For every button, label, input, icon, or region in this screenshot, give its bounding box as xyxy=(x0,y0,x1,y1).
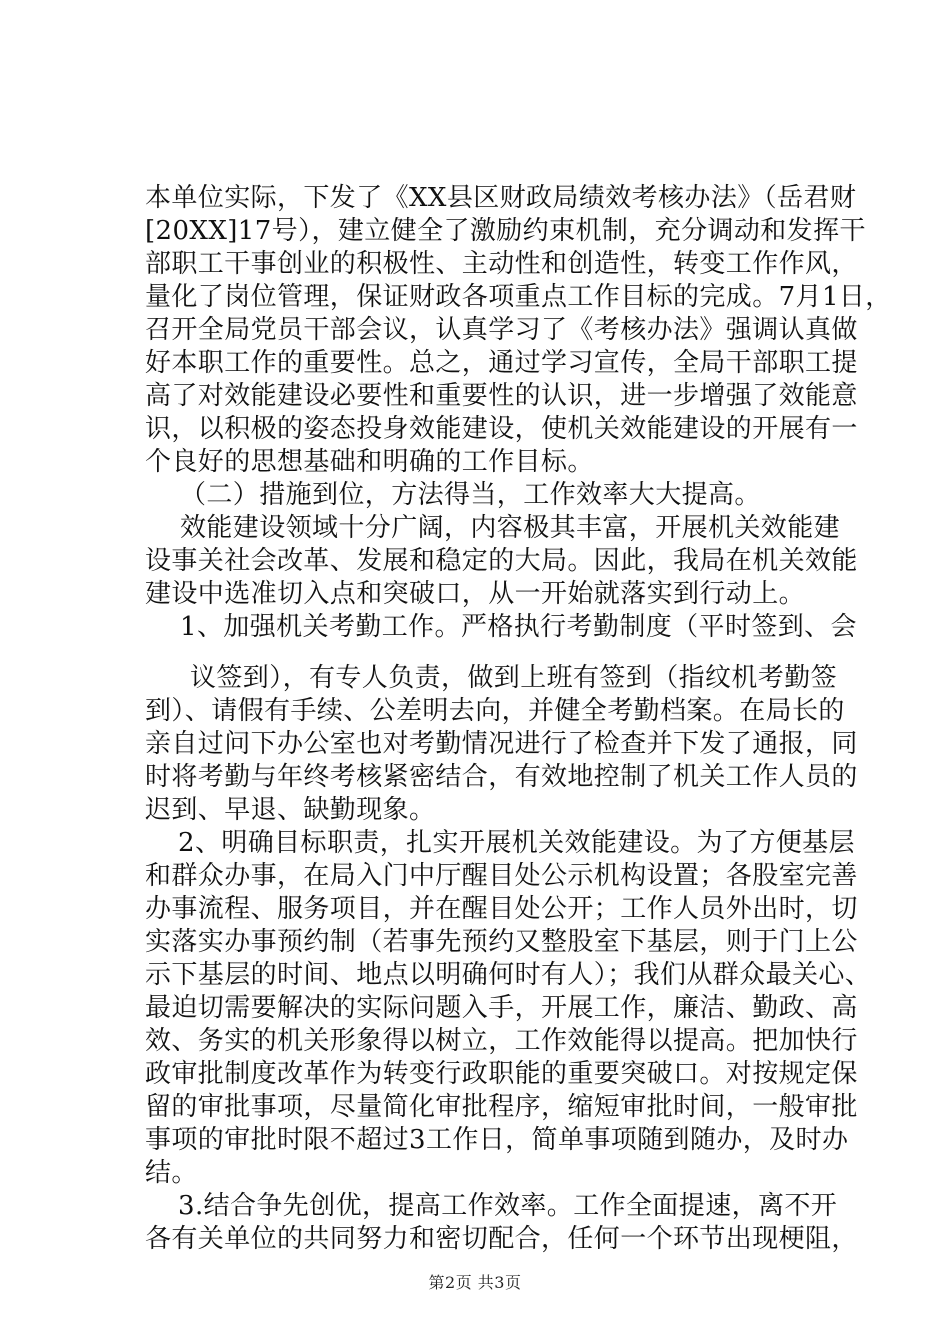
text-line: 召开全局党员干部会议，认真学习了《考核办法》强调认真做 xyxy=(145,315,858,345)
text-line: 亲自过问下办公室也对考勤情况进行了检查并下发了通报，同 xyxy=(145,729,858,759)
text-line: 政审批制度改革作为转变行政职能的重要突破口。对按规定保 xyxy=(145,1059,858,1089)
text-line: 部职工干事创业的积极性、主动性和创造性，转变工作作风， xyxy=(145,249,858,279)
text-line: 效能建设领域十分广阔，内容极其丰富，开展机关效能建 xyxy=(180,513,841,543)
text-line: 事项的审批时限不超过3工作日，简单事项随到随办，及时办 xyxy=(145,1125,849,1155)
text-line: 1、加强机关考勤工作。严格执行考勤制度（平时签到、会 xyxy=(180,612,857,642)
text-line: 各有关单位的共同努力和密切配合，任何一个环节出现梗阻， xyxy=(145,1224,858,1254)
text-line: 高了对效能建设必要性和重要性的认识，进一步增强了效能意 xyxy=(145,381,858,411)
text-line: 议签到），有专人负责，做到上班有签到（指纹机考勤签 xyxy=(190,663,838,693)
text-line: 个良好的思想基础和明确的工作目标。 xyxy=(145,447,594,477)
text-line: 示下基层的时间、地点以明确何时有人）；我们从群众最关心、 xyxy=(145,960,872,990)
text-line: 到）、请假有手续、公差明去向，并健全考勤档案。在局长的 xyxy=(145,696,845,726)
text-line: [20XX]17号），建立健全了激励约束机制，充分调动和发挥干 xyxy=(145,216,866,246)
section-heading: （二）措施到位，方法得当，工作效率大大提高。 xyxy=(180,480,761,510)
page-footer: 第2页 共3页 xyxy=(428,1273,522,1292)
text-line: 量化了岗位管理，保证财政各项重点工作目标的完成。7月1日， xyxy=(145,282,892,312)
text-line: 迟到、早退、缺勤现象。 xyxy=(145,795,436,825)
text-line: 效、务实的机关形象得以树立，工作效能得以提高。把加快行 xyxy=(145,1026,858,1056)
text-line: 本单位实际，下发了《XX县区财政局绩效考核办法》（岳君财 xyxy=(145,183,857,213)
text-line: 实落实办事预约制（若事先预约又整股室下基层，则于门上公 xyxy=(145,927,858,957)
text-line: 识，以积极的姿态投身效能建设，使机关效能建设的开展有一 xyxy=(145,414,858,444)
text-line: 结。 xyxy=(145,1158,198,1188)
text-line: 设事关社会改革、发展和稳定的大局。因此，我局在机关效能 xyxy=(145,546,858,576)
text-line: 和群众办事，在局入门中厅醒目处公示机构设置；各股室完善 xyxy=(145,861,858,891)
text-line: 最迫切需要解决的实际问题入手，开展工作，廉洁、勤政、高 xyxy=(145,993,858,1023)
text-line: 2、明确目标职责，扎实开展机关效能建设。为了方便基层 xyxy=(178,828,855,858)
text-line: 建设中选准切入点和突破口，从一开始就落实到行动上。 xyxy=(145,579,806,609)
text-line: 好本职工作的重要性。总之，通过学习宣传，全局干部职工提 xyxy=(145,348,858,378)
text-line: 办事流程、服务项目，并在醒目处公开；工作人员外出时，切 xyxy=(145,894,858,924)
text-line: 留的审批事项，尽量简化审批程序，缩短审批时间，一般审批 xyxy=(145,1092,858,1122)
text-line: 时将考勤与年终考核紧密结合，有效地控制了机关工作人员的 xyxy=(145,762,858,792)
text-line: 3.结合争先创优，提高工作效率。工作全面提速，离不开 xyxy=(178,1191,838,1221)
